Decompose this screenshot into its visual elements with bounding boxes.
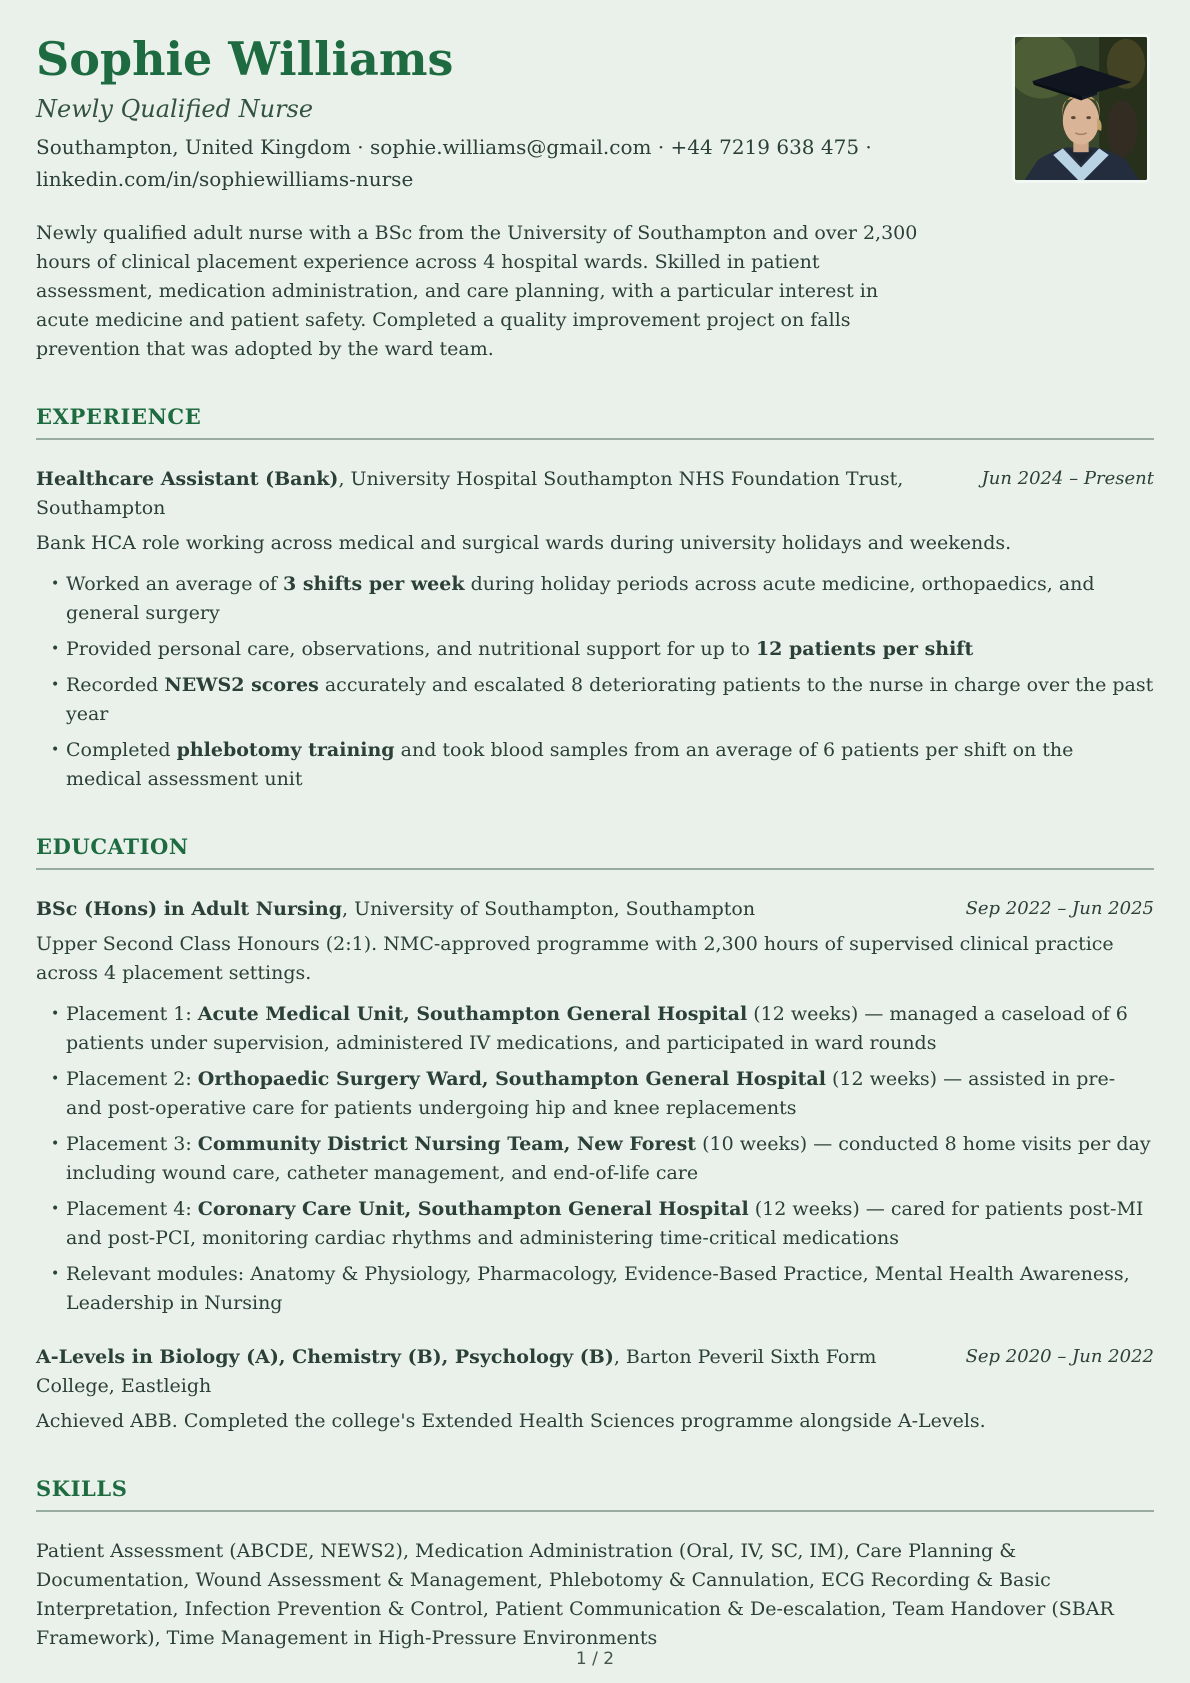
bullet-item [51,570,1154,628]
highlighted-text: Healthcare Assistant (Bank) [36,467,339,490]
text-segment: , Barton Peveril Sixth Form College, Eastleigh [36,1345,877,1397]
bullet-item [51,1065,1154,1123]
text-segment: Provided personal care, observations, and nutritional support for up to [66,637,756,660]
text-segment: Completed [66,738,177,761]
entry-title [36,465,948,523]
bullet-item [51,671,1154,729]
entry-header [36,895,1154,924]
resume-section-experience [36,404,1154,794]
bullet-item [51,1260,1154,1318]
highlighted-text: 12 patients per shift [755,637,974,660]
highlighted-text: NEWS2 scores [164,673,319,696]
section-divider [36,1510,1154,1512]
professional-summary: Newly qualified adult nurse with a BSc from the University of Southampton and over 2,300 hours of clinical placement experience across 4 hospital wards. Skilled in patient assessment, medication administration, and care planning, with a particular interest in acute medicine and patient safety. Completed a quality improvement project on falls prevention that was adopted by the ward team. [36,221,918,360]
entry-description: Upper Second Class Honours (2:1). NMC-approved programme with 2,300 hours of supervised clinical practice across 4 placement settings. [36,932,1114,984]
text-segment: (12 weeks) — cared for patients post-MI and post-PCI, monitoring cardiac rhythms and administering time-critical medications [66,1197,1144,1249]
text-segment: (12 weeks) — assisted in pre- and post-operative care for patients undergoing hip and knee replacements [66,1067,1116,1119]
person-role: Newly Qualified Nurse [36,94,314,123]
text-segment: , University of Southampton, Southampton [342,897,756,920]
entry-title [36,1343,932,1401]
text-segment: Placement 1: [66,1002,198,1025]
section-divider [36,868,1154,870]
resume-section-education [36,834,1154,1436]
section-heading: EDUCATION [36,833,189,859]
resume-entry [36,1343,1154,1436]
bullet-list [51,1000,1154,1318]
resume-entry [36,1537,1154,1653]
contact-line-2: linkedin.com/in/sophiewilliams-nurse [36,166,414,191]
text-segment: during holiday periods across acute medicine, orthopaedics, and general surgery [66,572,1095,624]
entry-title [36,895,932,924]
bullet-list [51,570,1154,794]
contact-line-1: Southampton, United Kingdom · sophie.williams@gmail.com · +44 7219 638 475 · [36,134,872,159]
highlighted-text: 3 shifts per week [283,572,465,595]
bullet-item [51,736,1154,794]
highlighted-text: Acute Medical Unit, Southampton General Hospital [197,1002,748,1025]
entry-header [36,465,1154,523]
entry-date: Jun 2024 – Present [981,467,1154,489]
text-segment: Placement 3: [66,1132,198,1155]
entry-description: Achieved ABB. Completed the college's Extended Health Sciences programme alongside A-Levels. [36,1409,986,1432]
resume-header [36,34,1154,195]
entry-description: Bank HCA role working across medical and surgical wards during university holidays and weekends. [36,531,1012,554]
highlighted-text: A-Levels in Biology (A), Chemistry (B), Psychology (B) [36,1345,614,1368]
text-segment: (12 weeks) — managed a caseload of 6 patients under supervision, administered IV medications, and participated in ward rounds [66,1002,1128,1054]
page-indicator: 1 / 2 [575,1649,615,1669]
section-heading: EXPERIENCE [36,403,202,429]
text-segment: Placement 2: [66,1067,198,1090]
highlighted-text: phlebotomy training [176,738,395,761]
highlighted-text: BSc (Hons) in Adult Nursing [36,897,342,920]
sections-container [36,404,1154,1653]
bullet-item [51,635,1154,664]
graduate-portrait-illustration [1015,37,1147,180]
profile-photo [1012,34,1150,183]
highlighted-text: Community District Nursing Team, New Forest [197,1132,697,1155]
entry-header [36,1343,1154,1401]
text-segment: and took blood samples from an average of 6 patients per shift on the medical assessment unit [66,738,1074,790]
entry-description: Patient Assessment (ABCDE, NEWS2), Medication Administration (Oral, IV, SC, IM), Care Planning & Documentation, Wound Assessment & Management, Phlebotomy & Cannulation, ECG Recording & Basic Interpretation, Infection Prevention & Control, Patient Communication & De-escalation, Team Handover (SBAR Framework), Time Management in High-Pressure Environments [36,1539,1114,1649]
resume-entry [36,895,1154,1318]
text-segment: (10 weeks) — conducted 8 home visits per day including wound care, catheter management, and end-of-life care [66,1132,1151,1184]
contact-info [36,131,936,195]
section-heading: SKILLS [36,1475,128,1501]
text-segment: accurately and escalated 8 deteriorating patients to the nurse in charge over the past year [66,673,1154,725]
text-segment: Recorded [66,673,165,696]
resume-entry [36,465,1154,794]
person-name: Sophie Williams [36,32,454,86]
entry-date: Sep 2020 – Jun 2022 [965,1345,1154,1367]
resume-section-skills [36,1476,1154,1653]
text-segment: Relevant modules: Anatomy & Physiology, Pharmacology, Evidence-Based Practice, Mental Health Awareness, Leadership in Nursing [66,1262,1130,1314]
bullet-item [51,1195,1154,1253]
section-divider [36,438,1154,440]
text-segment: Placement 4: [66,1197,198,1220]
text-segment: , University Hospital Southampton NHS Foundation Trust, Southampton [36,467,904,519]
text-segment: Worked an average of [66,572,283,595]
highlighted-text: Orthopaedic Surgery Ward, Southampton General Hospital [197,1067,826,1090]
bullet-item [51,1130,1154,1188]
entry-date: Sep 2022 – Jun 2025 [965,897,1154,919]
highlighted-text: Coronary Care Unit, Southampton General Hospital [197,1197,749,1220]
bullet-item [51,1000,1154,1058]
